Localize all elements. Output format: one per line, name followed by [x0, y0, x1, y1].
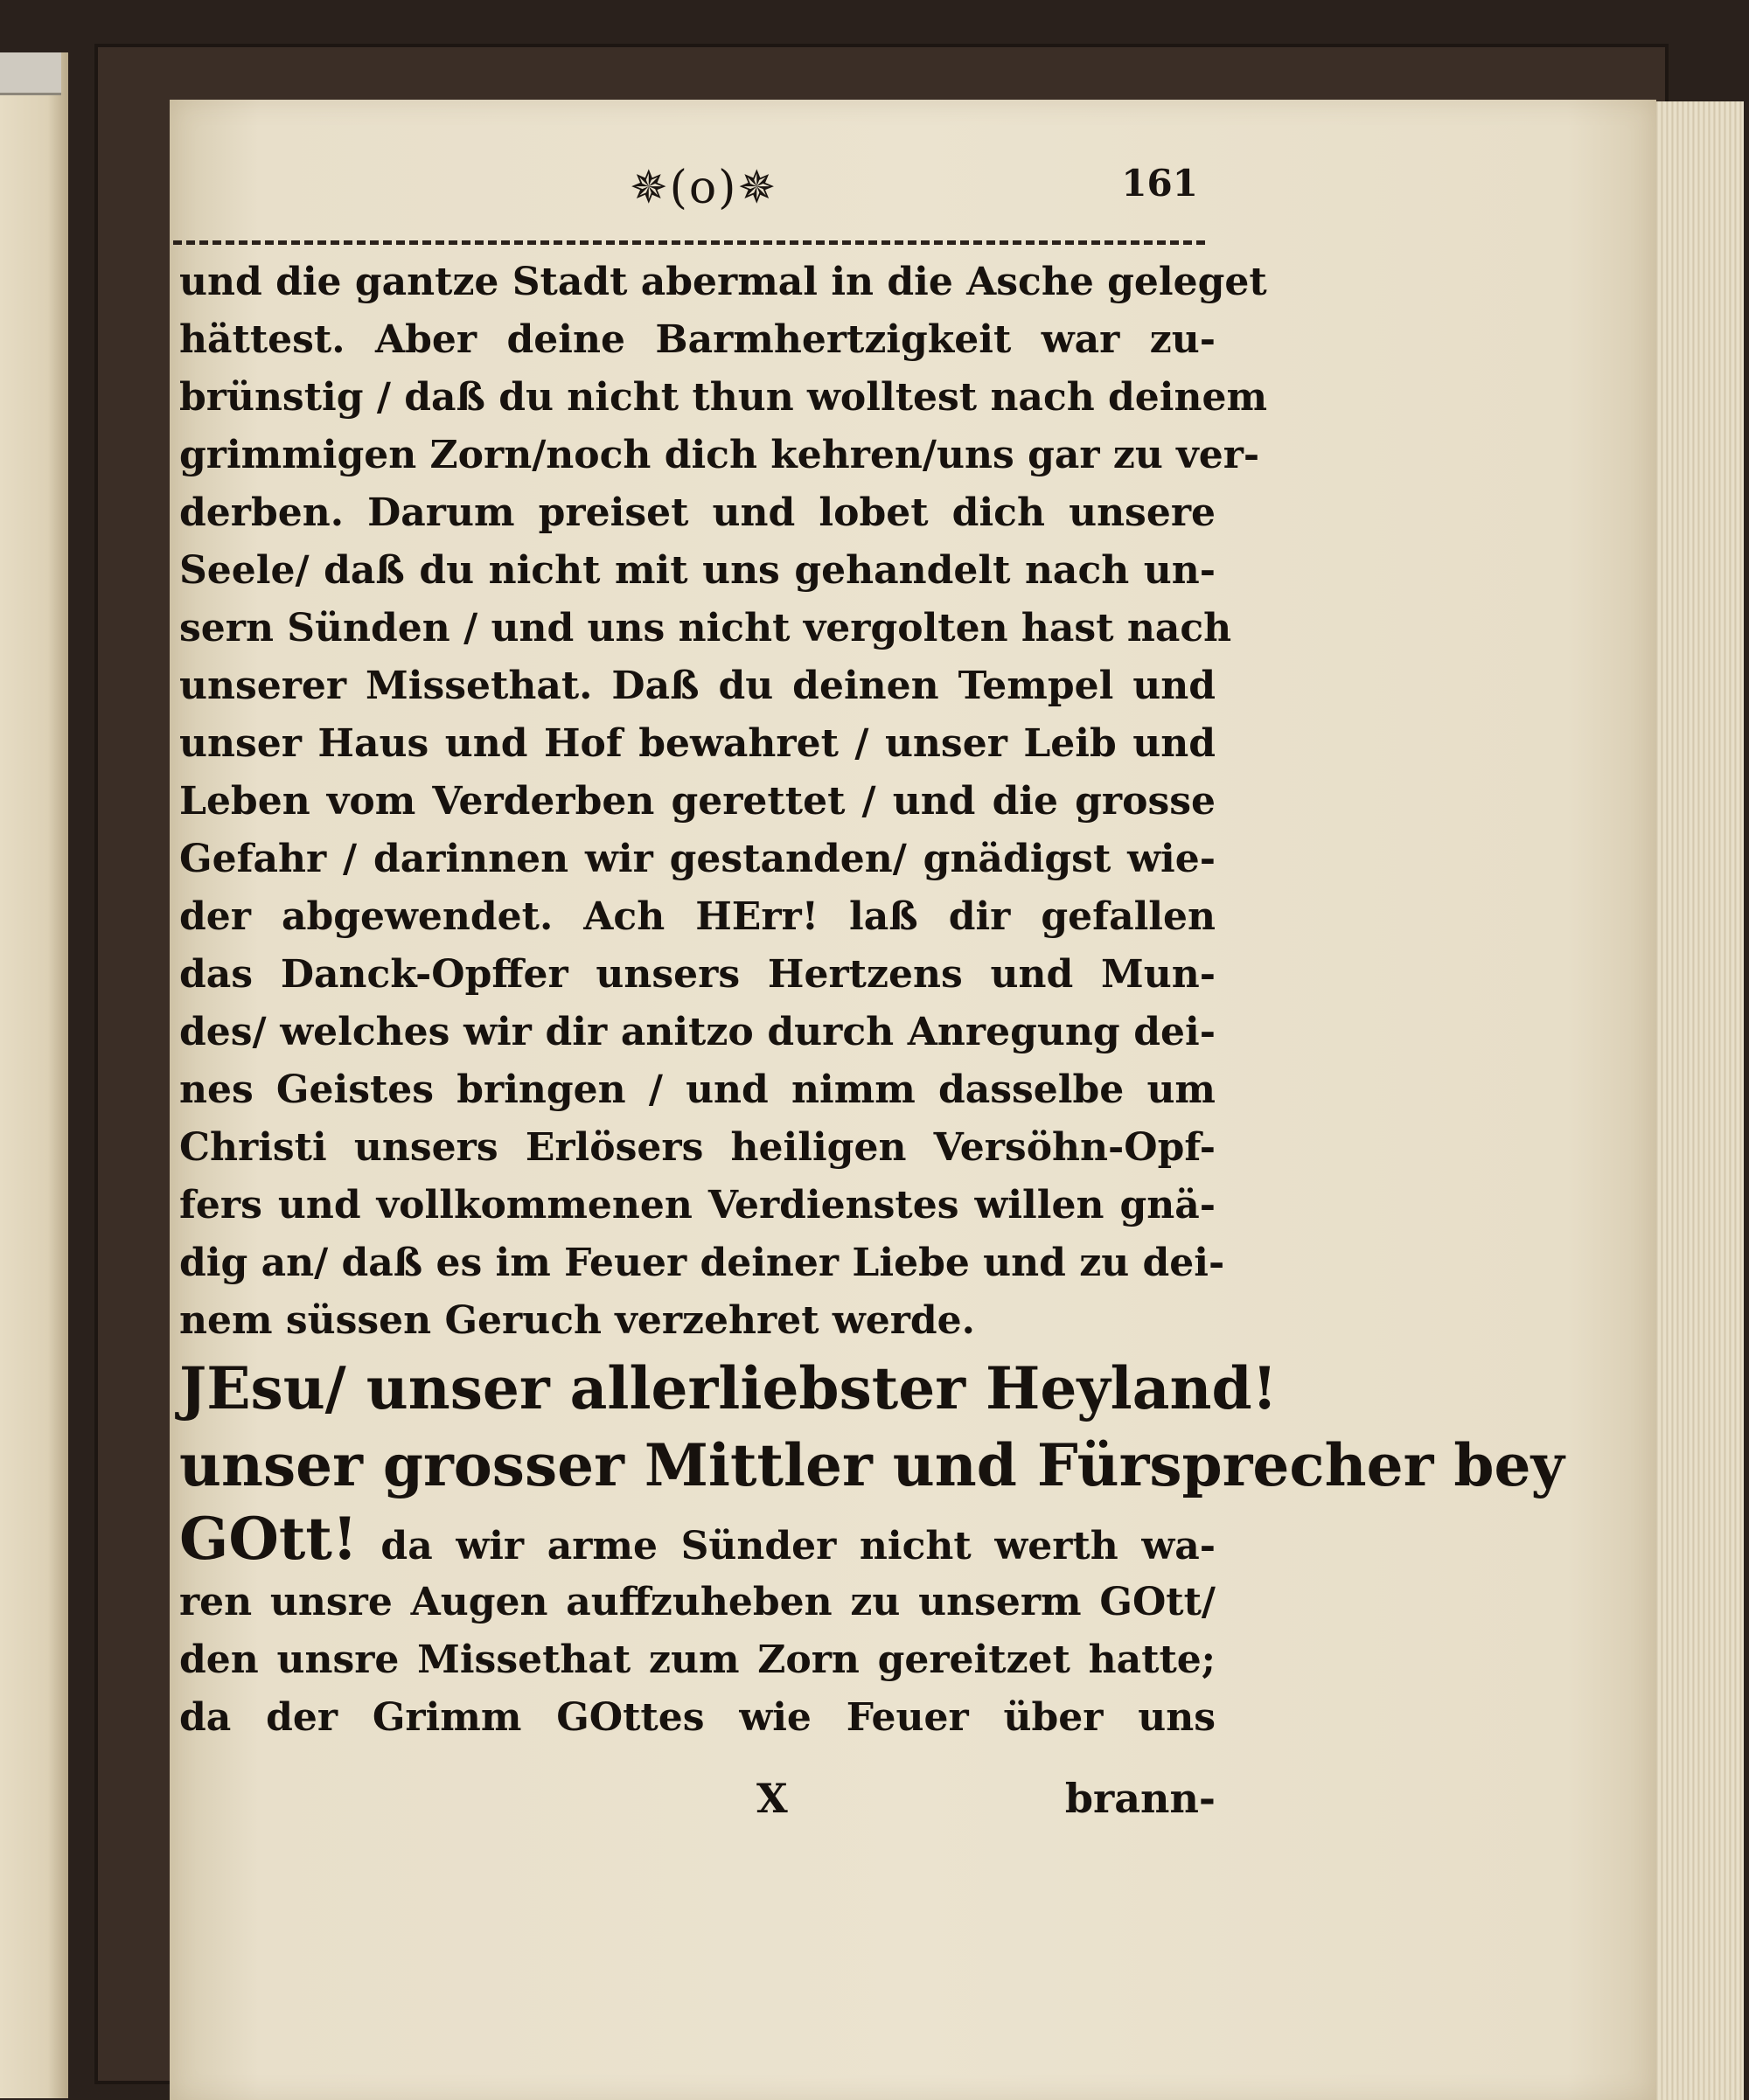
page-header [175, 162, 1198, 223]
text-line: derben. Darum preiset und lobet dich unsere [179, 490, 1216, 535]
text-line: grimmigen Zorn/noch dich kehren/uns gar zu ver- [179, 433, 1260, 477]
text-line: brünstig / daß du nicht thun wolltest nach deinem [179, 375, 1268, 420]
text-line: hättest. Aber deine Barmhertzigkeit war zu- [179, 317, 1216, 362]
catchword: brann- [1064, 1775, 1216, 1822]
spine-band [0, 52, 61, 95]
text-line: den unsre Missethat zum Zorn gereitzet hatte; [179, 1638, 1216, 1682]
page-number: 161 [1121, 162, 1198, 205]
text-line: Gefahr / darinnen wir gestanden/ gnädigst wie- [179, 837, 1216, 881]
text-line: unserer Missethat. Daß du deinen Tempel und [179, 664, 1216, 708]
heading-line: JEsu/ unser allerliebster Heyland! [179, 1354, 1278, 1422]
header-rule [173, 240, 1205, 245]
text-line: Leben vom Verderben gerettet / und die grosse [179, 779, 1216, 824]
signature-mark: X [756, 1775, 788, 1822]
text-line: da der Grimm GOttes wie Feuer über uns [179, 1695, 1216, 1740]
text-line: nem süssen Geruch verzehret werde. [179, 1298, 975, 1343]
text-line: das Danck-Opffer unsers Hertzens und Mun- [179, 952, 1216, 997]
text-line: fers und vollkommenen Verdienstes willen gnä- [179, 1183, 1216, 1227]
text-line: und die gantze Stadt abermal in die Asche geleget [179, 260, 1267, 304]
header-ornament: ✵(o)✵ [630, 162, 778, 214]
mixed-heading-line [179, 1504, 1216, 1574]
heading-inline: GOtt! [179, 1505, 358, 1573]
page-block-edges [1648, 101, 1744, 2100]
text-line: der abgewendet. Ach HErr! laß dir gefallen [179, 894, 1216, 939]
page-footer [179, 1775, 1216, 1836]
text-line: Seele/ daß du nicht mit uns gehandelt nach un- [179, 548, 1216, 593]
text-line: nes Geistes bringen / und nimm dasselbe um [179, 1067, 1216, 1112]
facing-page-edge [0, 52, 68, 2098]
text-line: des/ welches wir dir anitzo durch Anregung dei- [179, 1010, 1216, 1054]
heading-line: unser grosser Mittler und Fürsprecher bey [179, 1431, 1564, 1499]
text-line: Christi unsers Erlösers heiligen Versöhn-Opf- [179, 1125, 1216, 1170]
mixed-text: da wir arme Sünder nicht werth wa- [357, 1524, 1216, 1568]
text-line: sern Sünden / und uns nicht vergolten hast nach [179, 606, 1232, 650]
text-line: ren unsre Augen auffzuheben zu unserm GOtt/ [179, 1580, 1216, 1624]
text-line: unser Haus und Hof bewahret / unser Leib und [179, 721, 1216, 766]
page-body [179, 254, 1564, 1747]
text-line: dig an/ daß es im Feuer deiner Liebe und zu dei- [179, 1241, 1225, 1285]
